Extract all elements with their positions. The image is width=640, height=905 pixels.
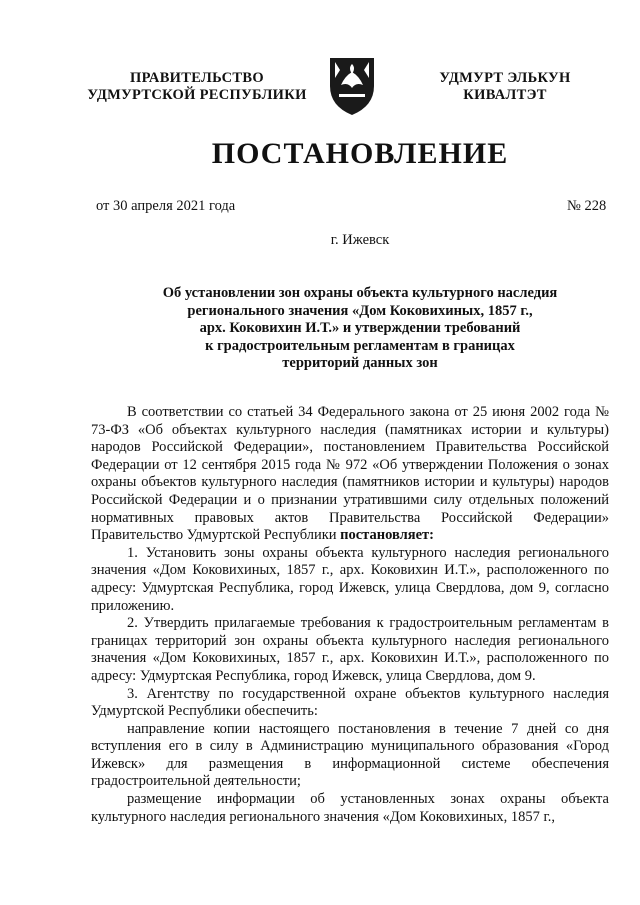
government-name-udm <box>420 70 590 104</box>
document-title: ПОСТАНОВЛЕНИЕ <box>211 137 509 170</box>
heading-line: Об установлении зон охраны объекта культурного наследия <box>162 285 558 301</box>
coat-of-arms-icon <box>326 52 378 118</box>
document-body <box>91 404 609 826</box>
government-name-ru <box>82 70 312 104</box>
government-udm-line-1: УДМУРТ ЭЛЬКУН <box>439 70 571 86</box>
document-number: № 228 <box>567 198 607 214</box>
clause-3: 3. Агентству по государственной охране объектов культурного наследия Удмуртской Республики обеспечить: <box>91 685 609 720</box>
government-line-1: ПРАВИТЕЛЬСТВО <box>130 70 264 86</box>
document-heading <box>100 285 620 373</box>
document-city: г. Ижевск <box>330 232 390 248</box>
preamble-paragraph <box>91 404 609 545</box>
document-date: от 30 апреля 2021 года <box>96 198 236 214</box>
clause-1: 1. Установить зоны охраны объекта культурного наследия регионального значения «Дом Коковихиных, 1857 г., арх. Коковихин И.Т.», расположенного по адресу: Удмуртская Республика, город Ижевск, улица Свердлова, дом 9, согласно приложению. <box>91 544 609 614</box>
preamble-text: В соответствии со статьей 34 Федерального закона от 25 июня 2002 года № 73-ФЗ «Об объектах культурного наследия (памятниках истории и культуры) народов Российской Федерации», постановлением Правительства Российской Федерации от 12 сентября 2015 года № 972 «Об утверждении Положения о зонах охраны объектов культурного наследия (памятников истории и культуры) народов Российской Федерации и о признании утратившими силу отдельных положений нормативных правовых актов Правительства Российской Федерации» Правительство Удмуртской Республики <box>91 404 609 544</box>
government-udm-line-2: КИВАЛТЭТ <box>463 87 547 103</box>
heading-line: арх. Коковихин И.Т.» и утверждении требований <box>199 320 521 336</box>
clause-3-item-2: размещение информации об установленных зонах охраны объекта культурного наследия регионального значения «Дом Коковихиных, 1857 г., <box>91 791 609 825</box>
government-line-2: УДМУРТСКОЙ РЕСПУБЛИКИ <box>87 87 307 103</box>
heading-line: территорий данных зон <box>282 355 438 371</box>
resolves-keyword: постановляет: <box>340 527 434 544</box>
clause-3-item-1: направление копии настоящего постановления в течение 7 дней со дня вступления его в силу в Администрацию муниципального образования «Город Ижевск» для размещения в информационной системе обеспечения градостроительной деятельности; <box>91 720 609 790</box>
heading-line: регионального значения «Дом Коковихиных, 1857 г., <box>187 302 533 319</box>
clause-2: 2. Утвердить прилагаемые требования к градостроительным регламентам в границах территорий зон охраны объекта культурного наследия регионального значения «Дом Коковихиных, 1857 г., арх. Коковихин И.Т.», расположенного по адресу: Удмуртская Республика, город Ижевск, улица Свердлова, дом 9. <box>91 615 609 684</box>
heading-line: к градостроительным регламентам в границах <box>205 337 515 354</box>
